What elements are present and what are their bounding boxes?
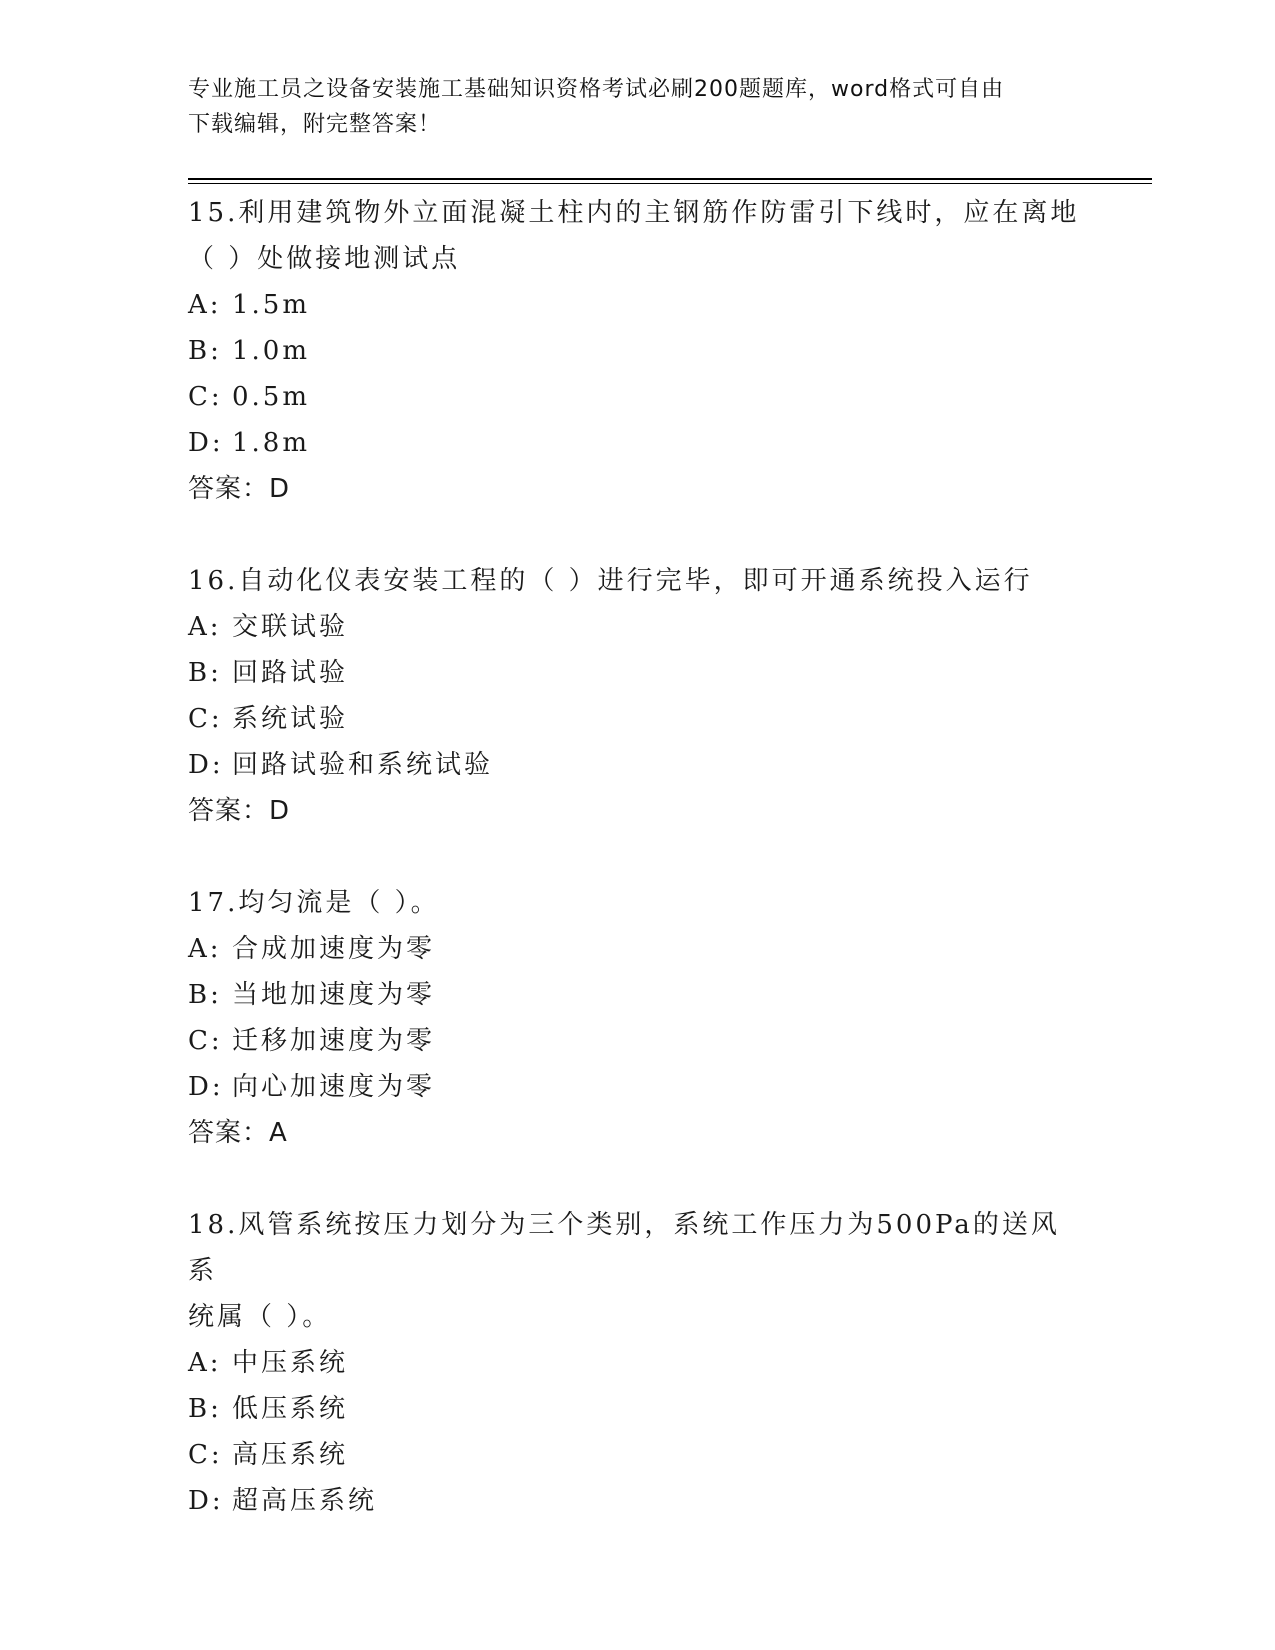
question-number: 18. — [188, 1210, 239, 1240]
option-letter: B: — [188, 1394, 222, 1424]
option-letter: A: — [188, 612, 222, 642]
question-stem-line-1: 风管系统按压力划分为三个类别，系统工作压力为500Pa的送风系 — [188, 1210, 1060, 1286]
option-letter: D: — [188, 1072, 224, 1102]
option-c — [188, 696, 1088, 742]
question-stem-line-2: 统属（ ）。 — [188, 1302, 332, 1332]
option-text: 回路试验和系统试验 — [232, 750, 494, 780]
question-list — [188, 190, 1088, 1570]
option-text: 向心加速度为零 — [232, 1072, 436, 1102]
option-c — [188, 1432, 1088, 1478]
option-a — [188, 1340, 1088, 1386]
option-letter: A: — [188, 290, 222, 320]
option-text: 迁移加速度为零 — [232, 1026, 436, 1056]
option-text: 1.5m — [232, 290, 311, 320]
question-stem-line-1: 利用建筑物外立面混凝土柱内的主钢筋作防雷引下线时，应在离地 — [238, 198, 1080, 228]
option-text: 合成加速度为零 — [232, 934, 436, 964]
question-text — [188, 190, 1088, 236]
question-16 — [188, 558, 1088, 834]
option-letter: D: — [188, 428, 224, 458]
option-d — [188, 420, 1088, 466]
option-b — [188, 650, 1088, 696]
option-letter: C: — [188, 382, 223, 412]
option-text: 交联试验 — [232, 612, 349, 642]
header-line-1: 专业施工员之设备安装施工基础知识资格考试必刷200题题库，word格式可自由 — [188, 77, 1005, 102]
question-17 — [188, 880, 1088, 1156]
document-header — [188, 72, 1068, 142]
option-text: 1.8m — [232, 428, 311, 458]
option-a — [188, 926, 1088, 972]
option-d — [188, 1064, 1088, 1110]
question-stem-line-1: 自动化仪表安装工程的（ ）进行完毕，即可开通系统投入运行 — [238, 566, 1033, 596]
option-text: 低压系统 — [232, 1394, 349, 1424]
option-text: 高压系统 — [232, 1440, 349, 1470]
answer-line: 答案：D — [188, 474, 291, 504]
option-letter: B: — [188, 336, 222, 366]
question-text — [188, 1202, 1088, 1294]
question-15 — [188, 190, 1088, 512]
question-18 — [188, 1202, 1088, 1524]
option-text: 中压系统 — [232, 1348, 349, 1378]
option-b — [188, 1386, 1088, 1432]
header-divider-thick — [188, 178, 1152, 180]
answer-line: 答案：A — [188, 1118, 288, 1148]
option-c — [188, 1018, 1088, 1064]
option-letter: B: — [188, 658, 222, 688]
option-letter: A: — [188, 1348, 222, 1378]
option-a — [188, 604, 1088, 650]
question-number: 17. — [188, 888, 239, 918]
option-text: 当地加速度为零 — [232, 980, 436, 1010]
option-letter: B: — [188, 980, 222, 1010]
option-letter: D: — [188, 1486, 224, 1516]
option-letter: C: — [188, 1026, 223, 1056]
option-b — [188, 972, 1088, 1018]
question-number: 15. — [188, 198, 239, 228]
option-text: 回路试验 — [232, 658, 349, 688]
option-text: 系统试验 — [232, 704, 349, 734]
option-letter: C: — [188, 1440, 223, 1470]
question-stem-line-1: 均匀流是（ ）。 — [238, 888, 440, 918]
option-a — [188, 282, 1088, 328]
option-b — [188, 328, 1088, 374]
option-text: 1.0m — [232, 336, 311, 366]
option-d — [188, 742, 1088, 788]
header-divider-thin — [188, 183, 1152, 184]
option-d — [188, 1478, 1088, 1524]
answer-line: 答案：D — [188, 796, 291, 826]
question-number: 16. — [188, 566, 239, 596]
header-line-2: 下载编辑，附完整答案！ — [188, 112, 442, 137]
option-text: 0.5m — [232, 382, 311, 412]
question-text — [188, 558, 1088, 604]
option-letter: C: — [188, 704, 223, 734]
option-letter: D: — [188, 750, 224, 780]
option-letter: A: — [188, 934, 222, 964]
option-text: 超高压系统 — [232, 1486, 378, 1516]
option-c — [188, 374, 1088, 420]
question-text — [188, 880, 1088, 926]
question-stem-line-2: （ ）处做接地测试点 — [188, 244, 461, 274]
